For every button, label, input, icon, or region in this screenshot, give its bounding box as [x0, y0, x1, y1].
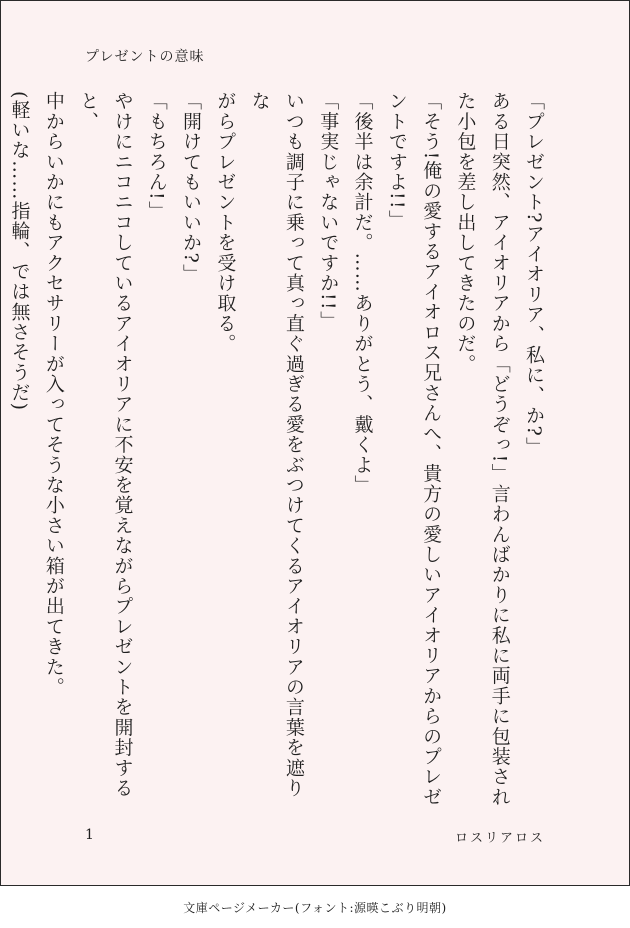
text-line: 「プレゼント?アイオリア、私に、か?」 — [523, 91, 545, 458]
page-number: 1 — [85, 827, 94, 843]
text-line — [0, 91, 2, 811]
text-line: 「そう!俺の愛するアイオロス兄さんへ、貴方の愛しいアイオリアからのプレゼ — [420, 91, 443, 807]
text-line: ントですよ!!」 — [385, 91, 408, 230]
footer-credit: 文庫ページメーカー(フォント:源暎こぶり明朝) — [183, 901, 447, 915]
text-line: (軽いな……指輪、では無さそうだ) — [8, 91, 31, 412]
text-line: た小包を差し出してきたのだ。 — [454, 91, 477, 374]
text-line: ある日突然、アイオリアから「どうぞっ!」言わんばかりに私に両手に包装され — [488, 91, 511, 807]
text-line: 中からいかにもアクセサリーが入ってそうな小さい箱が出てきた。 — [42, 91, 65, 697]
text-line: 「もちろん!」 — [145, 91, 168, 222]
text-line: がらプレゼントを受け取る。 — [214, 91, 237, 354]
text-line: 「後半は余計だ。……ありがとう、戴くよ」 — [351, 91, 374, 495]
author-name: ロスリアロス — [455, 831, 546, 846]
text-line: 「開けてもいいか?」 — [180, 91, 203, 285]
body-text — [8, 91, 551, 811]
text-line: 「事実じゃないですか!!」 — [317, 91, 340, 331]
text-line: いつも調子に乗って真っ直ぐ過ぎる愛をぶつけてくるアイオリアの言葉を遮りな — [248, 91, 305, 798]
header-title: プレゼントの意味 — [85, 49, 205, 65]
text-line: やけにニコニコしているアイオリアに不安を覚えながらプレゼントを開封すると、 — [77, 91, 134, 798]
